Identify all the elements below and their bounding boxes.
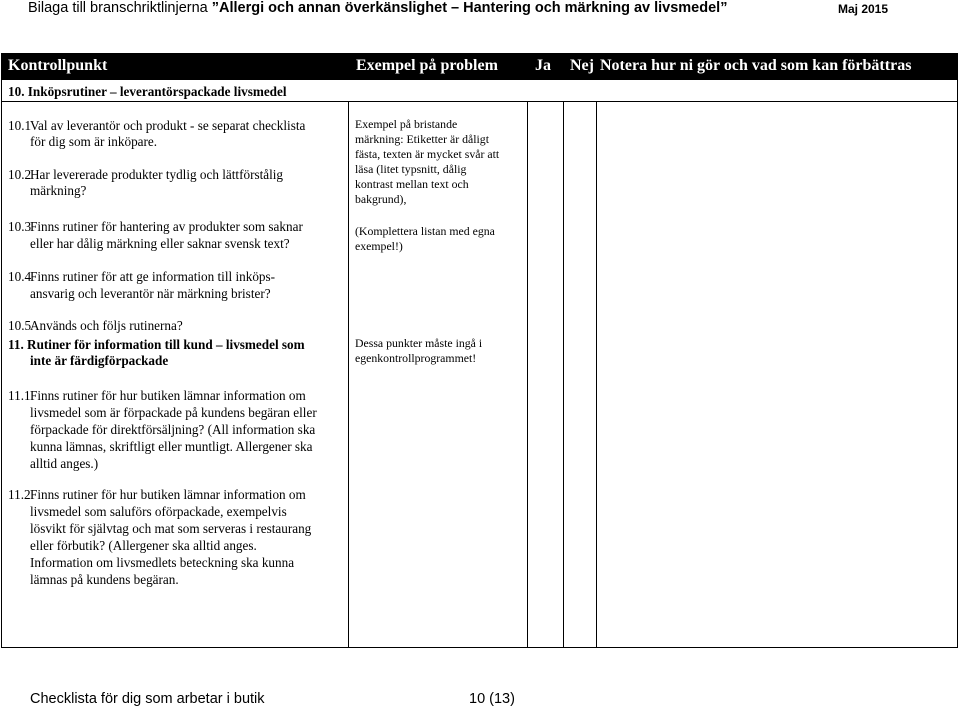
item-line: livsmedel som saluförs oförpackade, exempelvis (30, 504, 287, 519)
item-line: Val av leverantör och produkt - se separat checklista (30, 118, 306, 133)
row-divider (1, 79, 958, 80)
item-line: märkning? (30, 183, 87, 198)
example-line: Exempel på bristande (355, 117, 458, 131)
example-line: exempel!) (355, 239, 403, 253)
example-line: (Komplettera listan med egna (355, 224, 495, 238)
table-right-border (957, 79, 958, 647)
header-date: Maj 2015 (838, 2, 889, 16)
section-11-line: inte är färdigförpackade (30, 353, 169, 368)
example-line: bakgrund), (355, 192, 407, 206)
example-line: kontrast mellan text och (355, 177, 469, 191)
table-left-border (1, 79, 2, 647)
item-number: 10.5 (8, 318, 32, 333)
header-title: ”Allergi och annan överkänslighet – Hantering och märkning av livsmedel” (211, 0, 728, 16)
column-header-notera: Notera hur ni gör och vad som kan förbättras (600, 57, 912, 74)
item-line: Har levererade produkter tydlig och lättförstålig (30, 167, 284, 182)
row-divider (1, 101, 958, 102)
item-line: för dig som är inköpare. (30, 134, 158, 149)
example-text-11 (355, 336, 535, 366)
item-number: 10.2 (8, 167, 32, 182)
item-line: eller har dålig märkning eller saknar svensk text? (30, 236, 290, 251)
item-line: alltid anges.) (30, 456, 99, 471)
example-line: fästa, texten är mycket svår att (355, 147, 500, 161)
example-extra-10 (355, 224, 535, 254)
item-line: Information om livsmedlets beteckning ska kunna (30, 555, 295, 570)
column-divider (563, 101, 564, 647)
header-prefix: Bilaga till branschriktlinjerna (28, 0, 212, 16)
column-header-exempel: Exempel på problem (356, 57, 498, 74)
item-line: livsmedel som är förpackade på kundens begäran eller (30, 405, 317, 420)
example-text-10 (355, 117, 535, 207)
example-line: märkning: Etiketter är dåligt (355, 132, 489, 146)
item-line: Finns rutiner för hur butiken lämnar information om (30, 487, 306, 502)
item-line: lämnas på kundens begäran. (30, 572, 179, 587)
footer-page-number: 10 (13) (469, 691, 515, 707)
column-divider (596, 101, 597, 647)
example-line: Dessa punkter måste ingå i (355, 336, 483, 350)
item-line: Finns rutiner för hur butiken lämnar information om (30, 388, 306, 403)
item-number: 10.1 (8, 118, 32, 133)
item-line: Används och följs rutinerna? (30, 318, 183, 333)
document-header (28, 0, 928, 18)
item-line: förpackade för direktförsäljning? (All information ska (30, 422, 316, 437)
item-line: Finns rutiner för att ge information till inköps- (30, 269, 276, 284)
footer-title: Checklista för dig som arbetar i butik (30, 691, 265, 707)
item-number: 10.3 (8, 219, 32, 234)
section-11-heading (8, 337, 305, 369)
item-number: 11.1 (8, 388, 31, 403)
column-header-ja: Ja (535, 57, 551, 74)
example-line: läsa (litet typsnitt, dålig (355, 162, 467, 176)
item-line: Finns rutiner för hantering av produkter som saknar (30, 219, 303, 234)
column-divider (348, 101, 349, 647)
section-10-heading: 10. Inköpsrutiner – leverantörspackade livsmedel (8, 84, 287, 99)
item-line: lösvikt för självtag och mat som serveras i restaurang (30, 521, 312, 536)
table-bottom-border (1, 647, 958, 648)
item-line: kunna lämnas, skriftligt eller muntligt. Allergener ska (30, 439, 313, 454)
example-line: egenkontrollprogrammet! (355, 351, 477, 365)
item-number: 11.2 (8, 487, 31, 502)
item-line: ansvarig och leverantör när märkning brister? (30, 286, 271, 301)
column-header-kontrollpunkt: Kontrollpunkt (8, 57, 108, 74)
column-header-nej: Nej (570, 57, 594, 74)
item-line: eller förbutik? (Allergener ska alltid anges. (30, 538, 257, 553)
item-number: 10.4 (8, 269, 32, 284)
section-11-line: 11. Rutiner för information till kund – livsmedel som (8, 337, 305, 352)
